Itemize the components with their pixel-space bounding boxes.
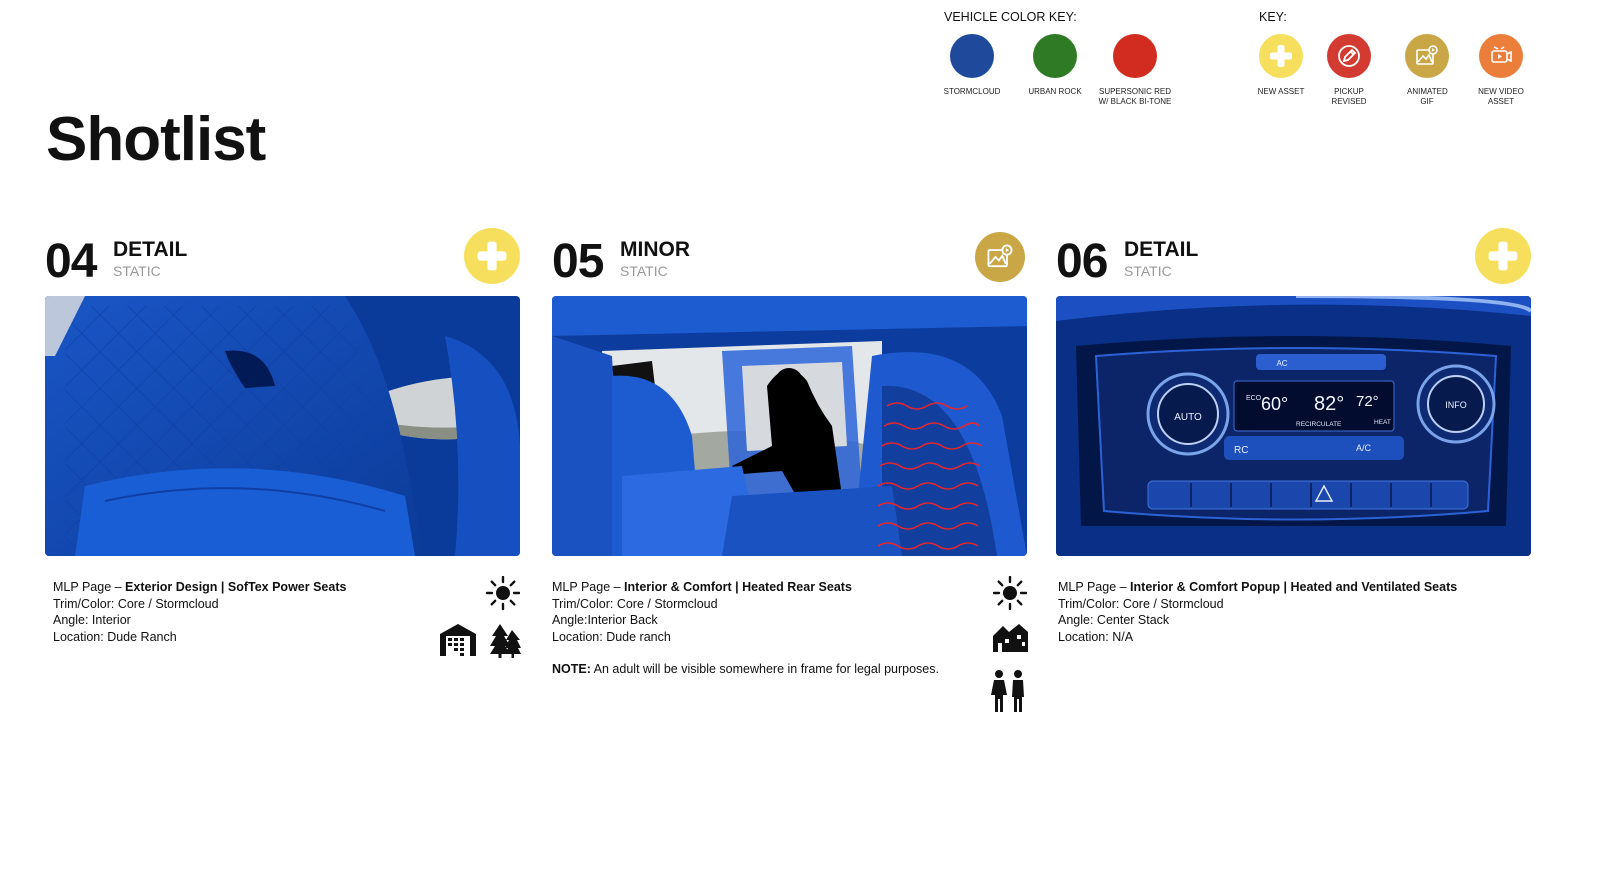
mlp-line bbox=[1058, 579, 1457, 596]
color-swatch-supersonic-red bbox=[1080, 34, 1190, 107]
kids-icon bbox=[990, 669, 1028, 713]
note-text: An adult will be visible somewhere in frame for legal purposes. bbox=[590, 662, 939, 676]
shot-info bbox=[552, 579, 939, 678]
shot-subtype: STATIC bbox=[620, 263, 668, 279]
shot-info bbox=[1058, 579, 1457, 645]
color-label: URBAN ROCK bbox=[1028, 87, 1082, 96]
pencil-icon bbox=[1327, 34, 1371, 78]
ac2-label: A/C bbox=[1356, 443, 1372, 453]
shot-kind: MINOR bbox=[620, 238, 690, 261]
eco-label: ECO bbox=[1246, 395, 1262, 402]
trees-icon bbox=[488, 622, 522, 658]
trim-line: Trim/Color: Core / Stormcloud bbox=[552, 596, 718, 611]
note-line bbox=[552, 661, 939, 678]
rc-label: RC bbox=[1234, 445, 1249, 456]
right-temp: 72° bbox=[1356, 393, 1379, 410]
key-animated-gif bbox=[1387, 34, 1467, 107]
mlp-bold: Interior & Comfort | Heated Rear Seats bbox=[624, 580, 852, 594]
left-temp: 60° bbox=[1261, 394, 1289, 414]
shot-photo-rear-seats bbox=[552, 296, 1027, 556]
urban-rock-dot bbox=[1033, 34, 1077, 78]
trim-line: Trim/Color: Core / Stormcloud bbox=[1058, 596, 1224, 611]
supersonic-red-dot bbox=[1113, 34, 1157, 78]
mlp-prefix: MLP Page – bbox=[1058, 580, 1131, 594]
key-new-video-asset bbox=[1461, 34, 1541, 107]
location-line: Location: N/A bbox=[1058, 629, 1134, 644]
sun-icon bbox=[486, 576, 520, 610]
stormcloud-dot bbox=[950, 34, 994, 78]
mlp-bold: Exterior Design | SofTex Power Seats bbox=[125, 580, 347, 594]
key-title: KEY: bbox=[1259, 10, 1287, 24]
key-label: PICKUP REVISED bbox=[1331, 87, 1367, 106]
garage-icon bbox=[438, 622, 478, 658]
auto-label: AUTO bbox=[1174, 412, 1202, 423]
key-pickup-revised bbox=[1309, 34, 1389, 107]
shot-kind: DETAIL bbox=[1124, 238, 1199, 261]
shot-subtype: STATIC bbox=[1124, 263, 1172, 279]
key-label: ANIMATED GIF bbox=[1407, 87, 1448, 106]
key-label: NEW VIDEO ASSET bbox=[1478, 87, 1524, 106]
angle-line: Angle:Interior Back bbox=[552, 613, 658, 627]
shot-number: 04 bbox=[45, 235, 97, 288]
shot-number: 06 bbox=[1056, 235, 1108, 288]
angle-line: Angle: Interior bbox=[53, 613, 131, 627]
location-line: Location: Dude ranch bbox=[552, 629, 671, 644]
mlp-line bbox=[53, 579, 346, 596]
note-label: NOTE: bbox=[552, 662, 591, 676]
plus-icon bbox=[1475, 228, 1531, 284]
sun-icon bbox=[993, 576, 1027, 610]
vehicle-color-key-title: VEHICLE COLOR KEY: bbox=[944, 10, 1077, 24]
shot-subtype: STATIC bbox=[113, 263, 161, 279]
video-icon bbox=[1479, 34, 1523, 78]
color-label: STORMCLOUD bbox=[943, 87, 1001, 96]
info-label: INFO bbox=[1445, 400, 1467, 410]
plus-icon bbox=[1259, 34, 1303, 78]
page-title: Shotlist bbox=[46, 105, 266, 174]
mlp-prefix: MLP Page – bbox=[53, 580, 126, 594]
image-play-icon bbox=[975, 232, 1025, 282]
shot-kind: DETAIL bbox=[113, 238, 188, 261]
mlp-line bbox=[552, 579, 939, 596]
heat-label: HEAT bbox=[1374, 419, 1391, 426]
recirculate-label: RECIRCULATE bbox=[1296, 421, 1342, 428]
image-play-icon bbox=[1405, 34, 1449, 78]
ac-label: AC bbox=[1276, 359, 1288, 368]
color-label: SUPERSONIC RED W/ BLACK BI-TONE bbox=[1098, 87, 1172, 106]
mlp-prefix: MLP Page – bbox=[552, 580, 625, 594]
angle-line: Angle: Center Stack bbox=[1058, 613, 1170, 627]
key-label: NEW ASSET bbox=[1257, 87, 1305, 96]
mid-temp: 82° bbox=[1314, 393, 1345, 415]
mlp-bold: Interior & Comfort Popup | Heated and Ventilated Seats bbox=[1130, 580, 1458, 594]
trim-line: Trim/Color: Core / Stormcloud bbox=[53, 596, 219, 611]
plus-icon bbox=[464, 228, 520, 284]
shot-photo-center-stack bbox=[1056, 296, 1531, 556]
houses-icon bbox=[992, 622, 1028, 654]
shot-info bbox=[53, 579, 346, 645]
shot-number: 05 bbox=[552, 235, 604, 288]
shot-photo-seat bbox=[45, 296, 520, 556]
location-line: Location: Dude Ranch bbox=[53, 629, 177, 644]
